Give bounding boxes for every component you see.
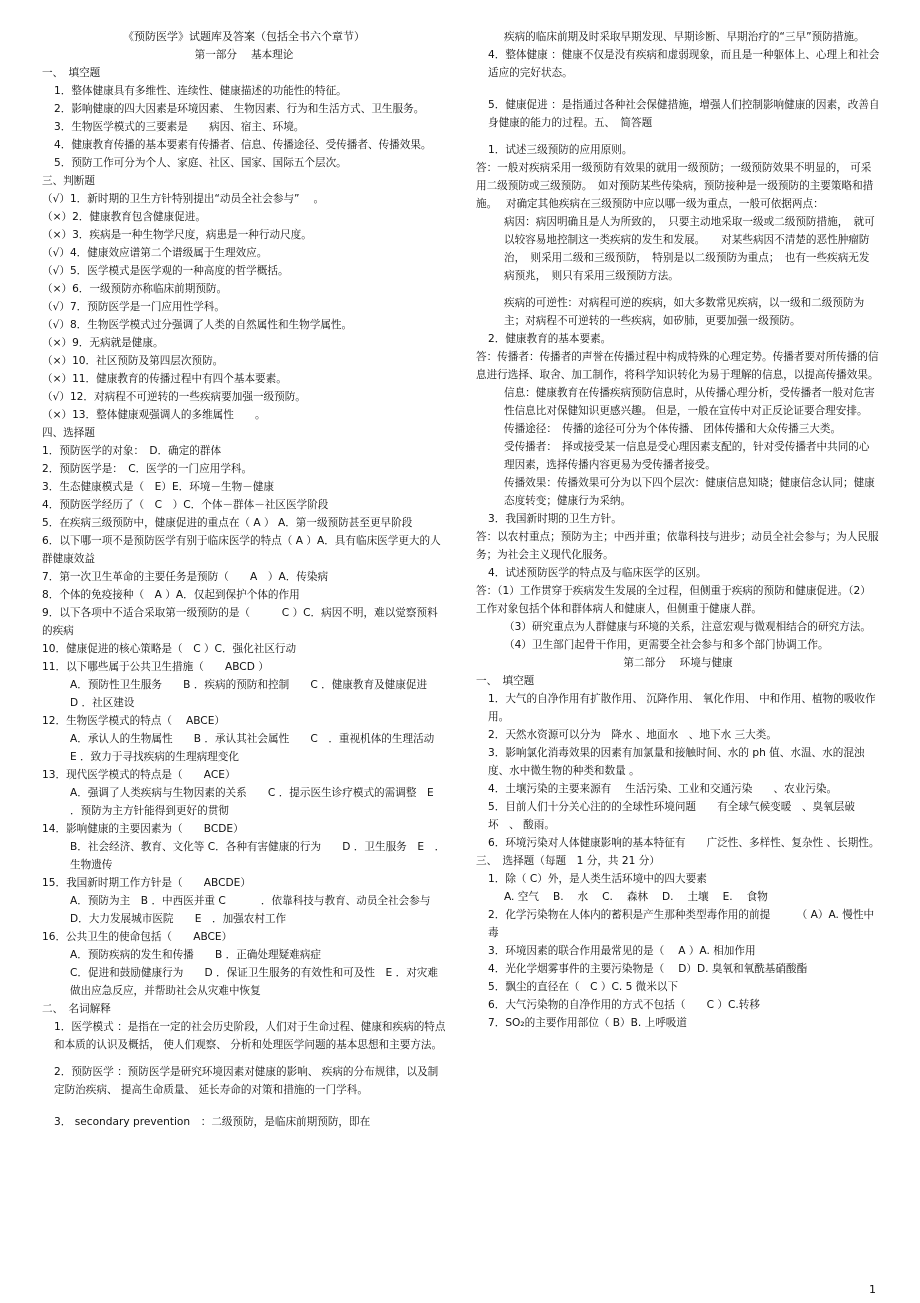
right-text-line: 3．影响氯化消毒效果的因素有加氯量和接触时间、水的 ph 值、水温、水的混浊度、水中微生物的种类和数量 。 — [488, 747, 865, 777]
right-text-line: （3）研究重点为人群健康与环境的关系，注意宏观与微观相结合的研究方法。 （4）卫生部门起骨干作用，更需要全社会参与和多个部门协调工作。 — [504, 621, 877, 651]
right-text-line: 5．健康促进 ：是指通过各种社会保健措施，增强人们控制影响健康的因素，改善自身健康的能力的过程。五、 简答题 — [488, 99, 880, 129]
left-text-line: （√）8．生物医学模式过分强调了人类的自然属性和生物学属性。 — [42, 319, 353, 331]
left-text-line: 1．医学模式 ：是指在一定的社会历史阶段，人们对于生命过程、健康和疾病的特点和本质的认识及概括， 使人们观察、 分析和处理医学问题的基本思想和主要方法。 — [54, 1021, 446, 1051]
left-text-line: 16．公共卫生的使命包括（ ABCE） — [42, 931, 233, 943]
left-text-line: 第一部分 基本理论 — [194, 49, 294, 61]
left-text-line: （×）11．健康教育的传播过程中有四个基本要素。 — [42, 373, 287, 385]
right-text-line: 3．环境因素的联合作用最常见的是（ A ）A. 相加作用 — [488, 945, 756, 957]
right-text-line: 4．整体健康 ：健康不仅是没有疾病和虚弱现象，而且是一种躯体上、心理上和社会适应的完好状态。 — [488, 49, 880, 79]
left-text-line: （×）3．疾病是一种生物学尺度，病患是一种行动尺度。 — [42, 229, 312, 241]
left-text-line: （×）10．社区预防及第四层次预防。 — [42, 355, 224, 367]
left-text-line: C．促进和鼓励健康行为 D ．保证卫生服务的有效性和可及性 E ．对灾难做出应急反应，并帮助社会从灾难中恢复 — [70, 967, 438, 997]
left-text-line: （√）5．医学模式是医学观的一种高度的哲学概括。 — [42, 265, 289, 277]
right-text-line: 信息：健康教育在传播疾病预防信息时，从传播心理分析，受传播者一般对危害性信息比对保健知识更感兴趣。 但是，一般在宣传中对正反论证要合理安排。 — [504, 387, 875, 417]
right-text-line: 病因：病因明确且是人为所致的， 只要主动地采取一级或二级预防措施， 就可以较容易地控制这一类疾病的发生和发展。 对某些病因不清楚的恶性肿瘤防治， 则采用二级和三级预防， 特别是以二级预防为重点； 也有一些疾病无发病预兆， 则只有采用三级预防方法。 — [504, 216, 875, 282]
right-column — [476, 28, 880, 1032]
left-text-line: （×）9．无病就是健康。 — [42, 337, 164, 349]
right-text-line: 三、 选择题（每题 1 分，共 21 分） — [476, 855, 660, 867]
left-text-line: （√）1．新时期的卫生方针特别提出“动员全社会参与” 。 — [42, 193, 325, 205]
left-text-line: 三、判断题 — [42, 175, 95, 187]
right-text-line: 1．除（ C）外，是人类生活环境中的四大要素 — [488, 873, 707, 885]
right-text-line: 5．目前人们十分关心注的的全球性环境问题 有全球气候变暖 、臭氧层破坏 、 酸雨。 — [488, 801, 855, 831]
left-text-line: 9．以下各项中不适合采取第一级预防的是（ C ）C．病因不明，难以觉察预料的疾病 — [42, 607, 438, 637]
right-text-line: 答：（1）工作贯穿于疾病发生发展的全过程，但侧重于疾病的预防和健康促进。（2）工作对象包括个体和群体病人和健康人，但侧重于健康人群。 — [476, 585, 871, 615]
right-text-line: 4．土壤污染的主要来源有 生活污染、工业和交通污染 、农业污染。 — [488, 783, 838, 795]
left-text-line: A．预防为主 B ．中西医并重 C ．依靠科技与教育、动员全社会参与 — [70, 895, 431, 907]
page-number: 1 — [869, 1283, 876, 1296]
left-text-line: 一、 填空题 — [42, 67, 101, 79]
left-text-line: 8．个体的免疫接种（ A ）A．仅起到保护个体的作用 — [42, 589, 300, 601]
right-text-line: 一、 填空题 — [476, 675, 535, 687]
right-text-line: 6．环境污染对人体健康影响的基本特征有 广泛性、多样性、复杂性 、长期性。 — [488, 837, 880, 849]
left-text-line: 四、选择题 — [42, 427, 95, 439]
left-text-line: A．强调了人类疾病与生物因素的关系 C ．提示医生诊疗模式的需调整 E ．预防为主方针能得到更好的贯彻 — [70, 787, 434, 817]
left-text-line: 《预防医学》试题库及答案（包括全书六个章节） — [123, 30, 365, 43]
right-text-line: 7．SO₂的主要作用部位（ B）B. 上呼吸道 — [488, 1017, 687, 1029]
right-text-line: 答：一般对疾病采用一级预防有效果的就用一级预防；一级预防效果不明显的， 可采用二级预防或三级预防。 如对预防某些传染病，预防接种是一级预防的主要策略和措施。 对确定其他疾病在三级预防中应以哪一级为重点，一般可依据两点： — [476, 162, 874, 210]
left-text-line: 1．整体健康具有多维性、连续性、健康描述的功能性的特征。 — [54, 85, 347, 97]
left-text-line: （×）6．一级预防亦称临床前期预防。 — [42, 283, 228, 295]
right-text-line: 受传播者： 择或接受某一信息是受心理因素支配的，针对受传播者中共同的心理因素，选择传播内容更易为受传播者接受。 — [504, 441, 870, 471]
left-text-line: 12．生物医学模式的特点（ ABCE） — [42, 715, 225, 727]
left-text-line: （×）13．整体健康观强调人的多维属性 。 — [42, 409, 266, 421]
right-text-line: 疾病的可逆性：对病程可逆的疾病，如大多数常见疾病，以一级和二级预防为主；对病程不可逆转的一些疾病，如矽肺，更要加强一级预防。 — [504, 297, 865, 327]
right-text-line: 2．天然水资源可以分为 降水 、地面水 、地下水 三大类。 — [488, 729, 777, 741]
right-text-line: 4．试述预防医学的特点及与临床医学的区别。 — [488, 567, 707, 579]
left-text-line: A．预防疾病的发生和传播 B ．正确处理疑难病症 — [70, 949, 321, 961]
left-text-line: 5．在疾病三级预防中，健康促进的重点在（ A ） A．第一级预防甚至更早阶段 — [42, 517, 413, 529]
left-text-line: 14．影响健康的主要因素为（ BCDE） — [42, 823, 244, 835]
left-text-line: （√）4．健康效应谱第二个谱级属于生理效应。 — [42, 247, 268, 259]
left-text-line: 4．预防医学经历了（ C ）C．个体－群体－社区医学阶段 — [42, 499, 329, 511]
right-text-line: 答：传播者：传播者的声誉在传播过程中构成特殊的心理定势。传播者要对所传播的信息进行选择、取舍、加工制作，将科学知识转化为易于理解的信息，以提高传播效果。 — [476, 351, 879, 381]
left-text-line: 5．预防工作可分为个人、家庭、社区、国家、国际五个层次。 — [54, 157, 347, 169]
right-text-line: 传播效果：传播效果可分为以下四个层次：健康信息知晓；健康信念认同；健康态度转变；健康行为采纳。 — [504, 477, 875, 507]
right-text-line: 4．光化学烟雾事件的主要污染物是（ D）D. 臭氧和氧酰基硝酸酯 — [488, 963, 808, 975]
left-text-line: D．大力发展城市医院 E ．加强农村工作 — [70, 913, 287, 925]
right-text-line: 1．试述三级预防的应用原则。 — [488, 144, 633, 156]
left-text-line: 2．影响健康的四大因素是环境因素、 生物因素、行为和生活方式、卫生服务。 — [54, 103, 425, 115]
left-text-line: 10．健康促进的核心策略是（ C ）C．强化社区行动 — [42, 643, 297, 655]
right-text-line: 5．飘尘的直径在（ C ）C. 5 微米以下 — [488, 981, 679, 993]
left-text-line: A．承认人的生物属性 B ．承认其社会属性 C ．重视机体的生理活动 E ．致力于寻找疾病的生理病理变化 — [70, 733, 456, 763]
left-text-line: 1．预防医学的对象： D．确定的群体 — [42, 445, 222, 457]
left-text-line: （√）12．对病程不可逆转的一些疾病要加强一级预防。 — [42, 391, 306, 403]
left-text-line: 2．预防医学 ：预防医学是研究环境因素对健康的影响、 疾病的分布规律，以及制定防治疾病、 提高生命质量、 延长寿命的对策和措施的一门学科。 — [54, 1066, 439, 1096]
left-text-line: 4．健康教育传播的基本要素有传播者、信息、传播途径、受传播者、传播效果。 — [54, 139, 432, 151]
right-text-line: 2．化学污染物在人体内的蓄积是产生那种类型毒作用的前提 （ A）A. 慢性中毒 — [488, 909, 875, 939]
left-text-line: 3． secondary prevention ：二级预防，是临床前期预防，即在 — [54, 1116, 371, 1128]
left-text-line: 13．现代医学模式的特点是（ ACE） — [42, 769, 236, 781]
left-text-line: 6．以下哪一项不是预防医学有别于临床医学的特点（ A ）A．具有临床医学更大的人群健康效益 — [42, 535, 441, 565]
right-text-line: A. 空气 B. 水 C. 森林 D. 土壤 E. 食物 — [504, 891, 768, 903]
right-text-line: 1．大气的自净作用有扩散作用、 沉降作用、 氧化作用、 中和作用、植物的吸收作用。 — [488, 693, 876, 723]
left-text-line: 二、 名词解释 — [42, 1003, 111, 1015]
left-text-line: 15．我国新时期工作方针是（ ABCDE） — [42, 877, 251, 889]
left-text-line: （×）2．健康教育包含健康促进。 — [42, 211, 206, 223]
left-text-line: 3．生物医学模式的三要素是 病因、宿主、环境。 — [54, 121, 305, 133]
right-text-line: 第二部分 环境与健康 — [623, 657, 733, 669]
left-text-line: B．社会经济、教育、文化等 C．各种有害健康的行为 D ．卫生服务 E ．生物遗传 — [70, 841, 446, 871]
right-text-line: 6．大气污染物的自净作用的方式不包括（ C ）C.转移 — [488, 999, 760, 1011]
right-text-line: 3．我国新时期的卫生方针。 — [488, 513, 622, 525]
left-column — [42, 28, 456, 1131]
left-text-line: （√）7．预防医学是一门应用性学科。 — [42, 301, 225, 313]
left-text-line: 2．预防医学是： C．医学的一门应用学科。 — [42, 463, 253, 475]
right-text-line: 2．健康教育的基本要素。 — [488, 333, 612, 345]
left-text-line: A．预防性卫生服务 B ．疾病的预防和控制 C ．健康教育及健康促进 D ．社区建设 — [70, 679, 449, 709]
left-text-line: 7．第一次卫生革命的主要任务是预防（ A ）A．传染病 — [42, 571, 329, 583]
left-text-line: 11．以下哪些属于公共卫生措施（ ABCD ） — [42, 661, 269, 673]
left-text-line: 3．生态健康模式是（ E）E．环境－生物－健康 — [42, 481, 275, 493]
right-text-line: 传播途径： 传播的途径可分为个体传播、 团体传播和大众传播三大类。 — [504, 423, 842, 435]
right-text-line: 疾病的临床前期及时采取早期发现、早期诊断、早期治疗的“三早”预防措施。 — [504, 31, 865, 43]
right-text-line: 答：以农村重点；预防为主；中西并重；依靠科技与进步；动员全社会参与；为人民服务；为社会主义现代化服务。 — [476, 531, 879, 561]
